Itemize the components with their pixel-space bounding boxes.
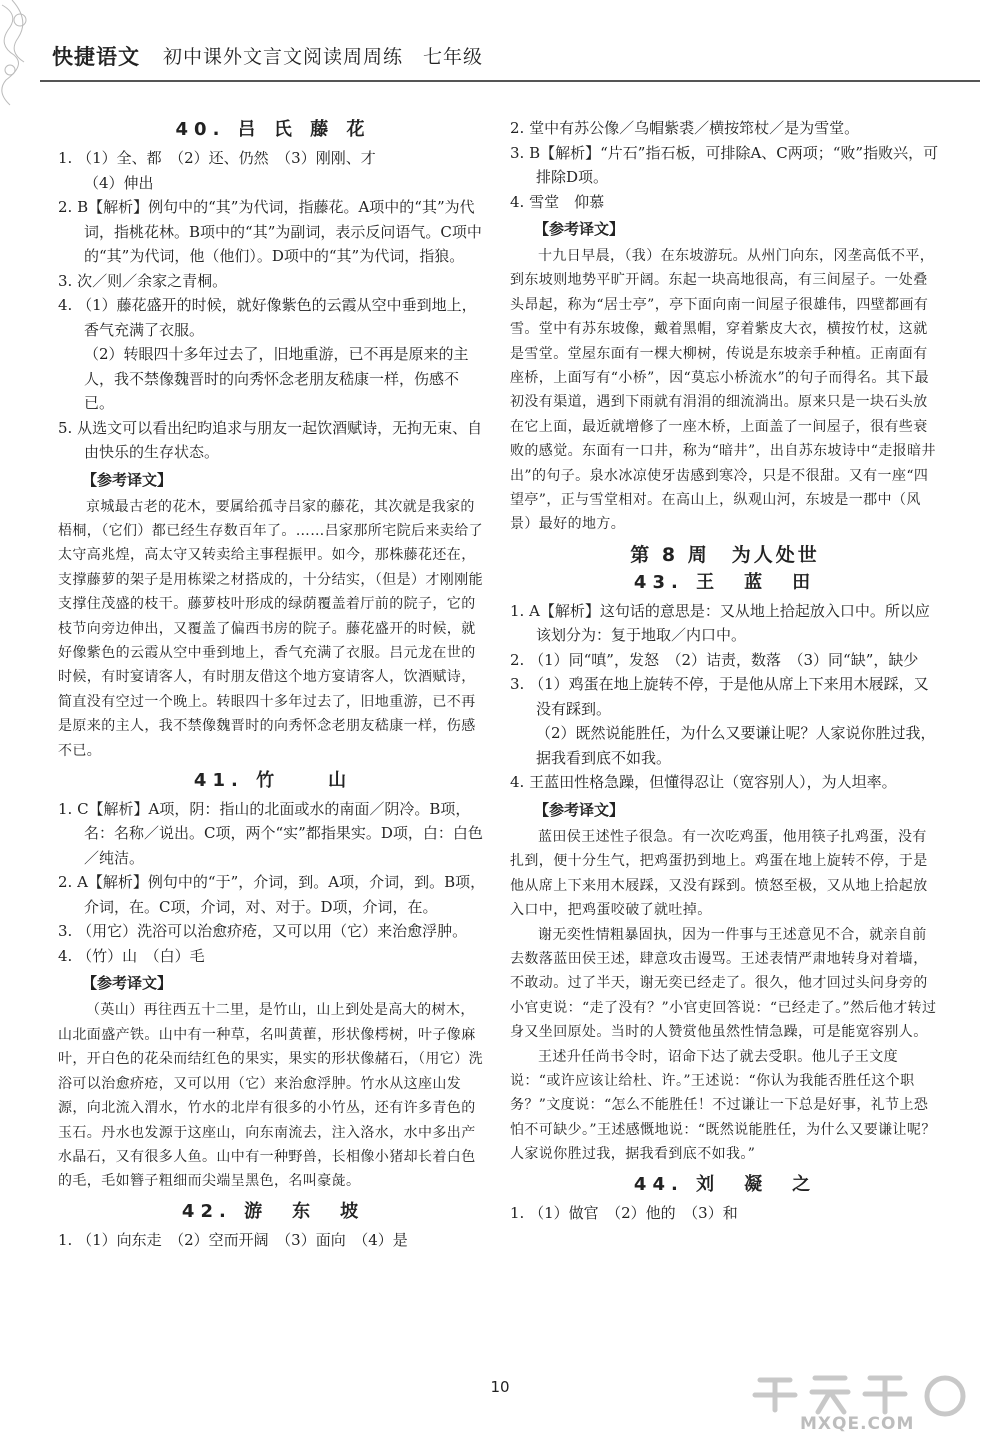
section-title-40: 40. 吕 氏 藤 花 bbox=[175, 119, 371, 140]
answer-43-3: 3. （1）鸡蛋在地上旋转不停，于是他从席上下来用木屐踩，又没有踩到。 bbox=[510, 675, 929, 718]
answer-42-4: 4. 雪堂 仰慕 bbox=[510, 192, 605, 211]
answer-40-5: 5. 从选文可以看出纪昀追求与朋友一起饮酒赋诗，无拘无束、自由快乐的生存状态。 bbox=[58, 418, 483, 461]
translation-43-p1: 蓝田侯王述性子很急。有一次吃鸡蛋，他用筷子扎鸡蛋，没有扎到，便十分生气，把鸡蛋扔到地上。鸡蛋在地上旋转不停，于是他从席上下来用木屐踩，又没有踩到。愤怒至极，又从地上拾起放入口中，把鸡蛋咬破了就吐掉。 bbox=[510, 828, 928, 919]
answer-43-1: 1. A【解析】这句话的意思是：又从地上拾起放入口中。所以应该划分为：复于地取／内口中。 bbox=[510, 601, 930, 645]
answer-42-3: 3. B【解析】“片石”指石板，可排除A、C两项；“败”指败兴，可排除D项。 bbox=[510, 143, 939, 186]
section-title-43: 43. 王 蓝 田 bbox=[633, 571, 817, 593]
answer-41-2: 2. A【解析】例句中的“于”，介词，到。A项，介词，到。B项，介词，在。C项，介词，对、对于。D项，介词，在。 bbox=[58, 873, 486, 916]
reference-translation-heading: 【参考译文】 bbox=[82, 470, 173, 489]
translation-40: 京城最古老的花木，要属给孤寺吕家的藤花，其次就是我家的梧桐，（它们）都已经生存数百年了。……吕家那所宅院后来卖给了太守高兆煌，高太守又转卖给主事程振甲。如今，那株藤花还在，支撑藤萝的架子是用栋梁之材搭成的，十分结实，（但是）才刚刚能支撑住茂盛的枝干。藤萝枝叶形成的绿荫覆盖着厅前的院子，它的枝节向旁边伸出，又覆盖了偏西书房的院子。藤花盛开的时候，就好像紫色的云霞从空中垂到地上，香气充满了衣服。吕元龙在世的时候，有时宴请客人，有时朋友借这个地方宴请客人，饮酒赋诗，简直没有空过一个晚上。转眼四十多年过去了，旧地重游，已不再是原来的主人，我不禁像魏晋时的向秀怀念老朋友嵇康一样，伤感不已。 bbox=[58, 498, 483, 759]
section-title-44: 44. 刘 凝 之 bbox=[633, 1173, 817, 1195]
page-number: 10 bbox=[490, 1378, 510, 1396]
answer-43-3-cont: （2）既然说能胜任，为什么又要谦让呢？人家说你胜过我，据我看到底不如我。 bbox=[536, 724, 936, 767]
answer-41-4: 4. （竹）山 （白）毛 bbox=[58, 946, 205, 965]
corner-ornament-icon bbox=[0, 0, 40, 110]
right-column bbox=[510, 116, 940, 1225]
answer-43-4: 4. 王蓝田性格急躁，但懂得忍让（宽容别人），为人坦率。 bbox=[510, 773, 897, 792]
answer-40-4: 4. （1）藤花盛开的时候，就好像紫色的云霞从空中垂到地上，香气充满了衣服。 bbox=[58, 296, 477, 339]
section-title-42: 42. 游 东 坡 bbox=[181, 1200, 365, 1222]
section-title-41: 41. 竹 山 bbox=[193, 769, 353, 791]
reference-translation-heading: 【参考译文】 bbox=[82, 974, 173, 993]
left-column bbox=[58, 116, 488, 1252]
translation-43-p2: 谢无奕性情粗暴固执，因为一件事与王述意见不合，就亲自前去数落蓝田侯王述，肆意攻击谩骂。王述表情严肃地转身对着墙，不敢动。过了半天，谢无奕已经走了。很久，他才回过头问身旁的小官吏说：“走了没有？”小官吏回答说：“已经走了。”然后他才转过身又坐回原处。当时的人赞赏他虽然性情急躁，可是能宽容别人。 bbox=[510, 926, 937, 1041]
translation-42: 十九日早晨，（我）在东坡游玩。从州门向东，冈垄高低不平，到东坡则地势平旷开阔。东起一块高地很高，有三间屋子。一处叠头昂起，称为“居士亭”，亭下面向南一间屋子很雄伟，四壁都画有雪。堂中有苏东坡像，戴着黑帽，穿着紫皮大衣，横按竹杖，这就是雪堂。堂屋东面有一棵大柳树，传说是东坡亲手种植。正南面有座桥，上面写有“小桥”，因“莫忘小桥流水”的句子而得名。其下最初没有渠道，遇到下雨就有涓涓的细流淌出。原来只是一块石头放在它上面，最近就增修了一座木桥，上面盖了一间屋子，很有些衰败的感觉。东面有一口井，称为“暗井”，出自苏东坡诗中“走报暗井出”的句子。泉水冰凉使牙齿感到寒冷，只是不很甜。又有一座“四望亭”，正与雪堂相对。在高山上，纵观山河，东坡是一郡中（风景）最好的地方。 bbox=[510, 248, 936, 533]
book-subtitle: 初中课外文言文阅读周周练 七年级 bbox=[163, 46, 484, 68]
page-header bbox=[0, 0, 1000, 90]
answer-40-2: 2. B【解析】例句中的“其”为代词，指藤花。A项中的“其”为代词，指桃花林。B项中的“其”为副词，表示反问语气。C项中的“其”为代词，他（他们）。D项中的“其”为代词，指狼。 bbox=[58, 198, 482, 265]
answer-42-1: 1. （1）向东走 （2）空而开阔 （3）面向 （4）是 bbox=[58, 1230, 408, 1249]
translation-41: （英山）再往西五十二里，是竹山，山上到处是高大的树木，山北面盛产铁。山中有一种草，名叫黄雚，形状像樗树，叶子像麻叶，开白色的花朵而结红色的果实，果实的形状像赭石，（用它）洗浴可以治愈疥疮，又可以用（它）来治愈浮肿。竹水从这座山发源，向北流入渭水，竹水的北岸有很多的小竹丛，还有许多青色的玉石。丹水也发源于这座山，向东南流去，注入洛水，水中多出产水晶石，又有很多人鱼。山中有一种野兽，长相像小猪却长着白色的毛，毛如簪子粗细而尖端呈黑色，名叫豪彘。 bbox=[58, 1002, 483, 1190]
answer-40-4-cont: （2）转眼四十多年过去了，旧地重游，已不再是原来的主人，我不禁像魏晋时的向秀怀念老朋友嵇康一样，伤感不已。 bbox=[84, 345, 469, 412]
answer-40-1-cont: （4）伸出 bbox=[84, 173, 154, 192]
reference-translation-heading: 【参考译文】 bbox=[534, 220, 625, 238]
translation-43-p3: 王述升任尚书令时，诏命下达了就去受职。他儿子王文度说：“或许应该让给杜、许。”王述说：“你认为我能否胜任这个职务？”文度说：“怎么不能胜任！不过谦让一下总是好事，礼节上恐怕不可缺少。”王述感慨地说：“既然说能胜任，为什么又要谦让呢？人家说你胜过我，据我看到底不如我。” bbox=[510, 1048, 936, 1163]
answer-42-2: 2. 堂中有苏公像／乌帽紫裘／横按筇杖／是为雪堂。 bbox=[510, 119, 860, 137]
reference-translation-heading: 【参考译文】 bbox=[534, 800, 625, 819]
week-heading: 第 8 周 为人处世 bbox=[630, 543, 820, 566]
brand-title: 快捷语文 bbox=[52, 45, 140, 69]
answer-41-1: 1. C【解析】A项，阴：指山的北面或水的南面／阴冷。B项，名：名称／说出。C项，两个“实”都指果实。D项，白：白色／纯洁。 bbox=[58, 799, 483, 867]
answer-44-1: 1. （1）做官 （2）他的 （3）和 bbox=[510, 1203, 738, 1222]
answer-40-1: 1. （1）全、都 （2）还、仍然 （3）刚刚、才 bbox=[58, 149, 376, 167]
header-divider bbox=[40, 80, 980, 82]
answer-43-2: 2. （1）同“嗔”，发怒 （2）诘责，数落 （3）同“缺”，缺少 bbox=[510, 650, 919, 669]
answer-40-3: 3. 次／则／余家之青桐。 bbox=[58, 271, 228, 290]
answer-41-3: 3. （用它）洗浴可以治愈疥疮，又可以用（它）来治愈浮肿。 bbox=[58, 922, 468, 941]
watermark-text: MXQE.COM bbox=[800, 1414, 915, 1434]
